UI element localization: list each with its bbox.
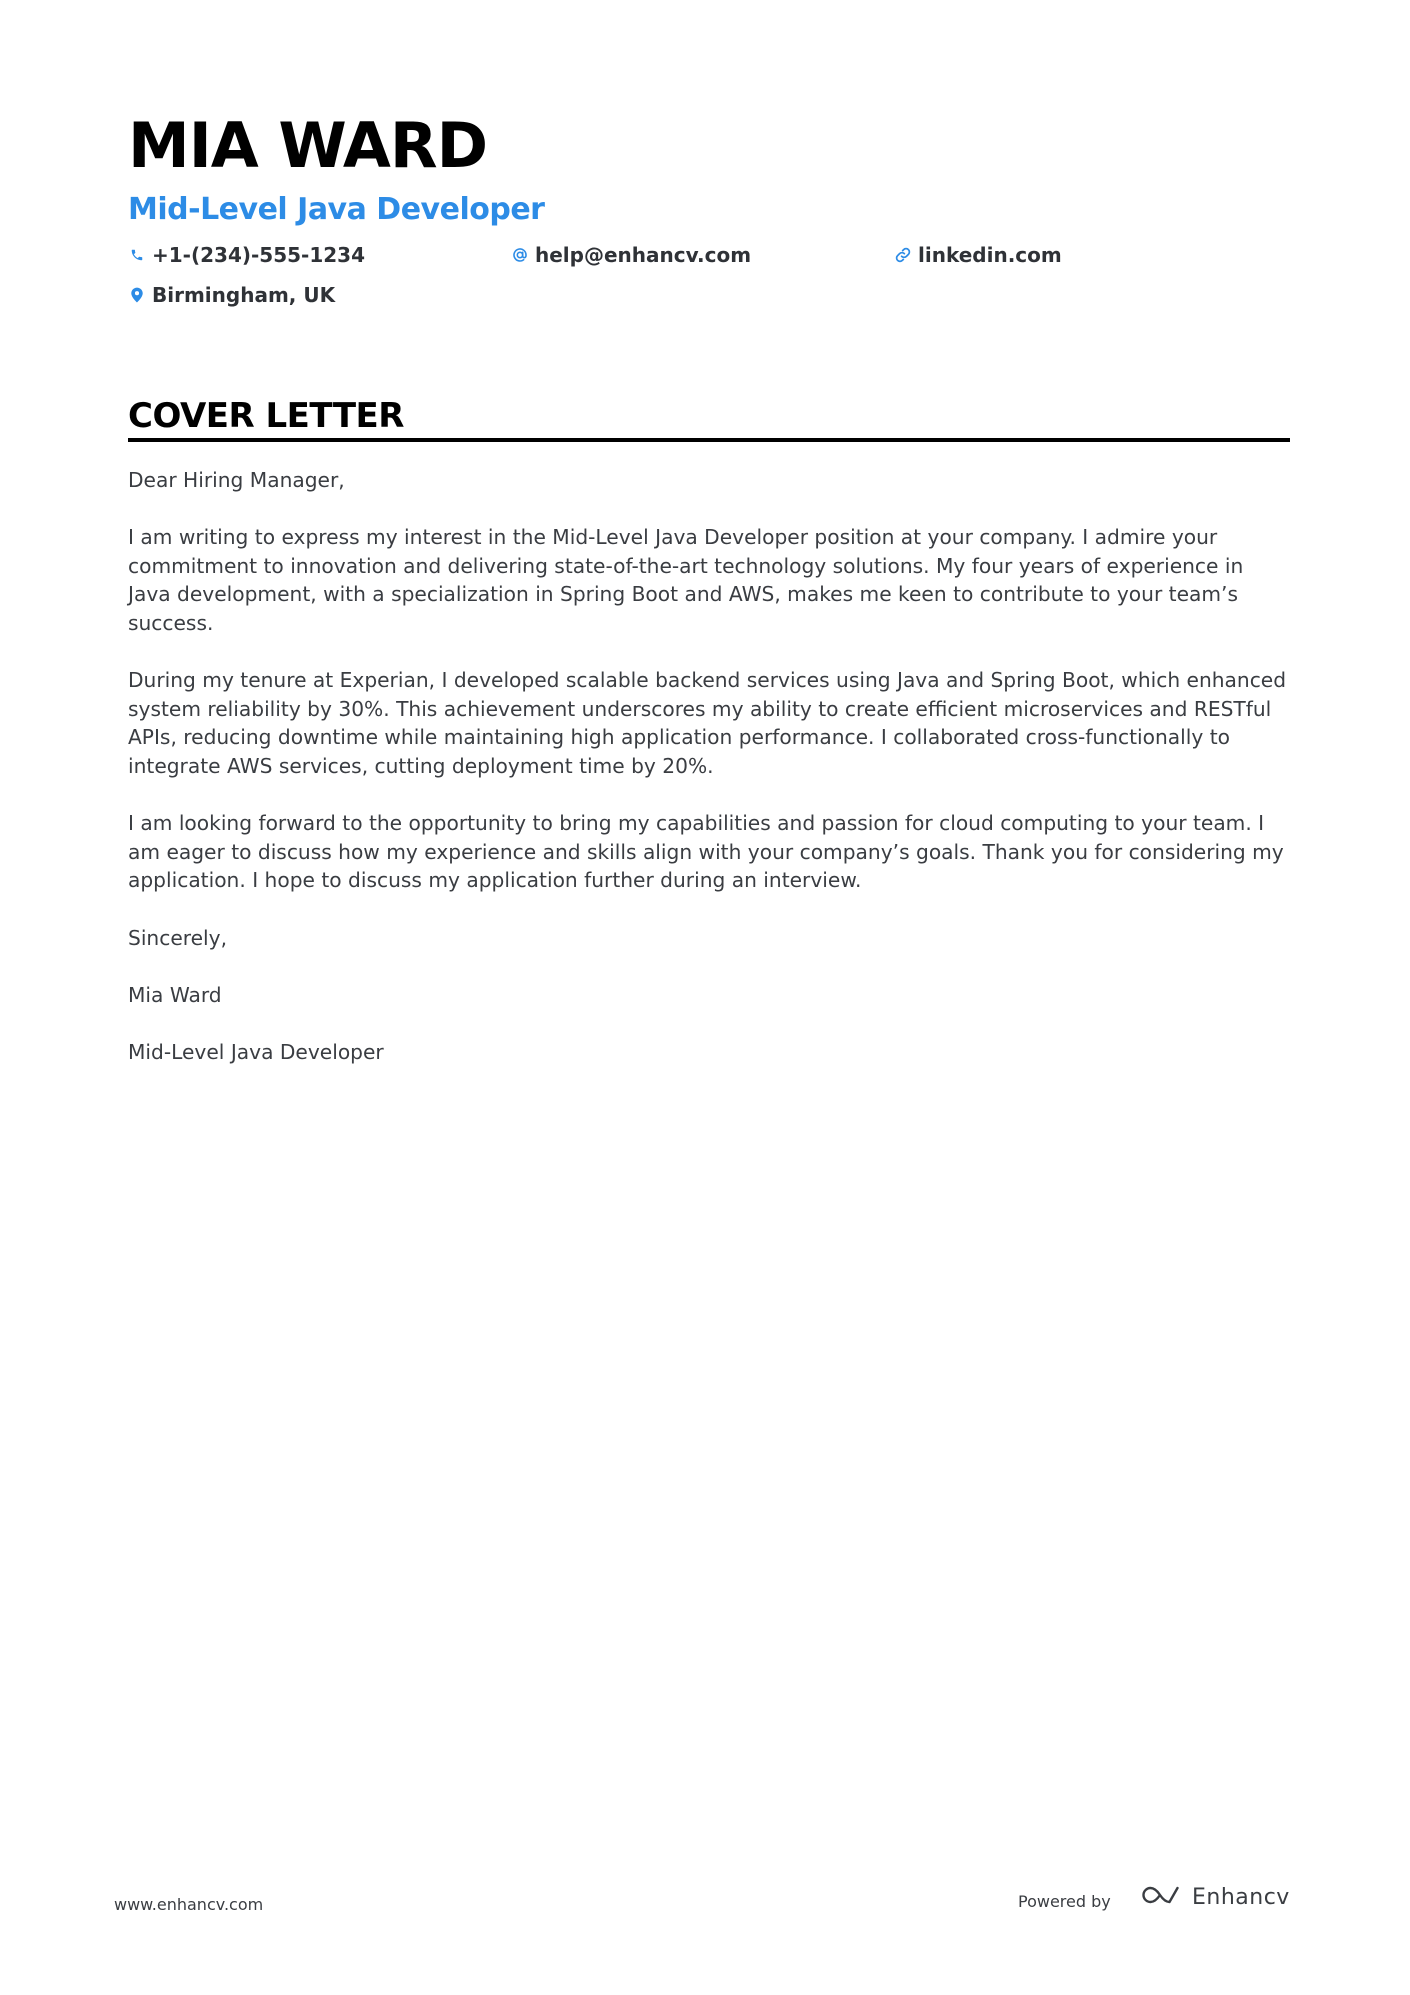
contact-phone-text: +1-(234)-555-1234 — [152, 243, 366, 267]
contact-location — [128, 281, 335, 309]
letter-paragraph: I am writing to express my interest in the Mid-Level Java Developer position at your company. I admire your commitment to innovation and delivering state-of-the-art technology solutions. My four years of experience in Java development, with a specialization in Spring Boot and AWS, makes me keen to contribute to your team’s success. — [128, 525, 1244, 635]
section-title: COVER LETTER — [128, 396, 404, 436]
contact-linkedin-text: linkedin.com — [918, 243, 1062, 267]
signature-title: Mid-Level Java Developer — [128, 1039, 384, 1064]
contact-linkedin[interactable] — [894, 241, 1062, 269]
candidate-role: Mid-Level Java Developer — [128, 192, 545, 227]
link-icon — [894, 246, 912, 264]
location-pin-icon — [128, 286, 146, 304]
contact-phone — [128, 241, 365, 269]
signature-name: Mia Ward — [128, 982, 222, 1007]
letter-paragraph: I am looking forward to the opportunity to bring my capabilities and passion for cloud computing to your team. I am eager to discuss how my experience and skills align with your company’s goals. Thank you for considering my application. I hope to discuss my application further during an interview. — [128, 811, 1284, 893]
enhancv-brand[interactable] — [1138, 1883, 1290, 1912]
section-divider — [128, 438, 1290, 442]
enhancv-logo-icon — [1138, 1883, 1184, 1912]
letter-paragraph: During my tenure at Experian, I developed scalable backend services using Java and Spring Boot, which enhanced system reliability by 30%. This achievement underscores my ability to create efficient microservices and RESTful APIs, reducing downtime while maintaining high application performance. I collaborated cross-functionally to integrate AWS services, cutting deployment time by 20%. — [128, 668, 1287, 778]
closing: Sincerely, — [128, 925, 227, 950]
letter-body — [128, 466, 1290, 1095]
contact-email-text: help@enhancv.com — [535, 243, 752, 267]
footer-url[interactable]: www.enhancv.com — [114, 1895, 264, 1914]
enhancv-brand-text: Enhancv — [1192, 1885, 1290, 1910]
salutation: Dear Hiring Manager, — [128, 468, 345, 492]
contact-location-text: Birmingham, UK — [152, 283, 336, 307]
at-icon — [511, 246, 529, 264]
candidate-name: MIA WARD — [128, 109, 488, 182]
contact-email[interactable] — [511, 241, 751, 269]
phone-icon — [128, 246, 146, 264]
powered-by-label: Powered by — [1018, 1892, 1111, 1911]
